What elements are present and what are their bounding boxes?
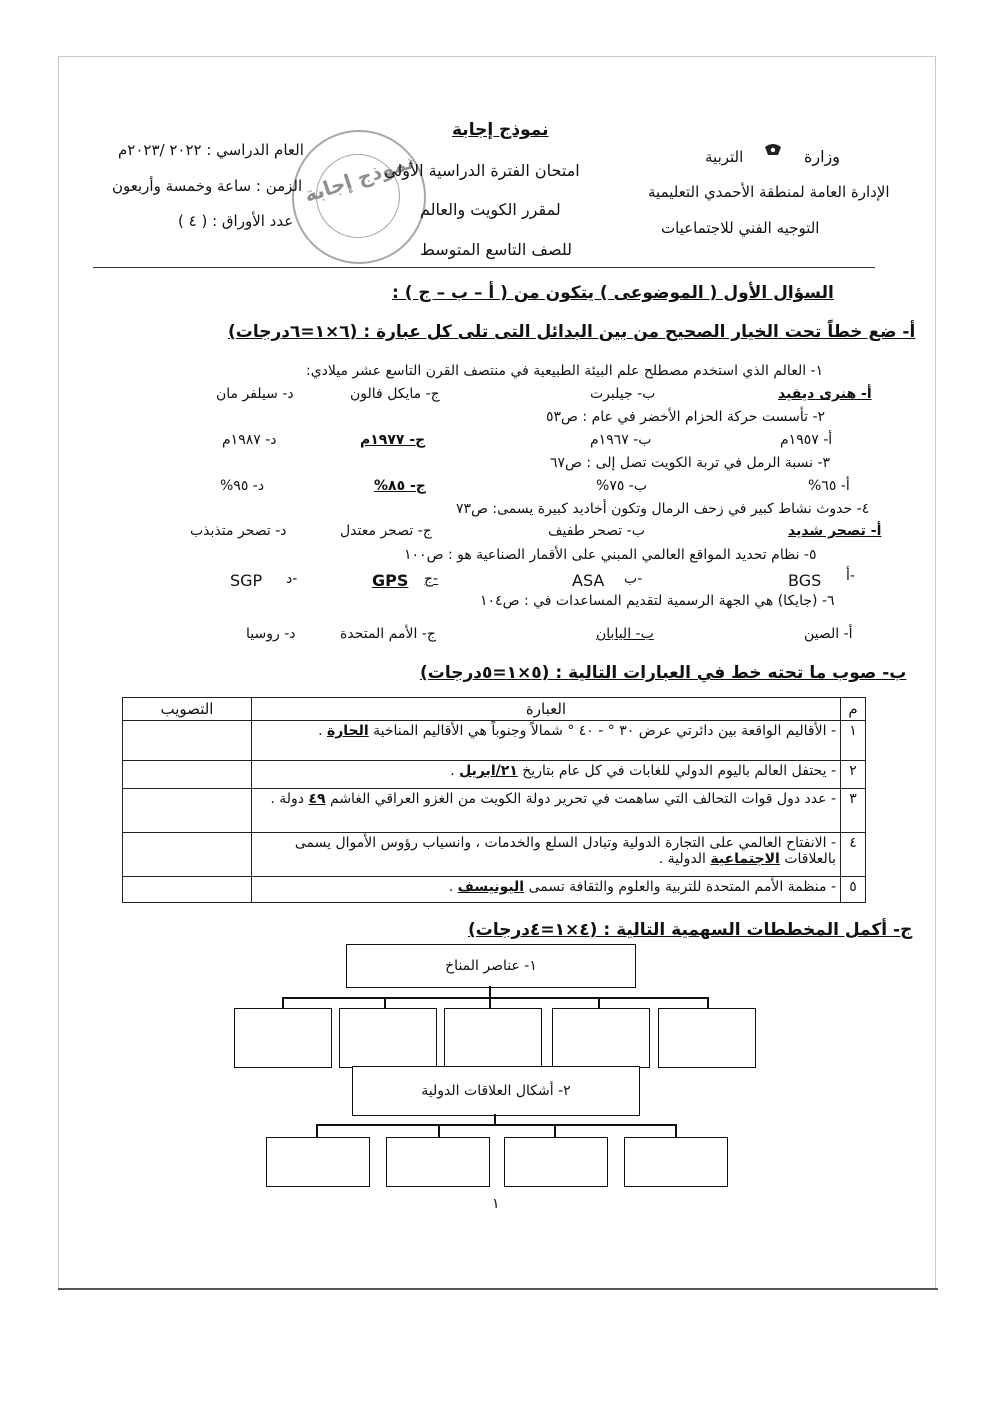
ministry-word: وزارة xyxy=(804,147,841,166)
row-statement: - يحتفل العالم باليوم الدولي للغابات في كل عام بتاريخ ٢١/ابريل . xyxy=(252,761,841,789)
mcq-5-option-b: ASA xyxy=(572,571,605,590)
diagram2-drop xyxy=(316,1124,318,1138)
mcq-1-option-a: أ- هنرى ديفيد xyxy=(778,386,872,402)
row-statement: - عدد دول قوات التحالف التي ساهمت في تحرير دولة الكويت من الغزو العراقي الغاشم ٤٩ دولة . xyxy=(252,789,841,833)
ministry-name: التربية xyxy=(705,148,744,166)
diagram2-answer-box[interactable] xyxy=(386,1137,490,1187)
col-num-header: م xyxy=(841,698,866,721)
mcq-5-label-b: ب- xyxy=(624,571,643,587)
mcq-5-label-a: أ- xyxy=(846,568,855,584)
mcq-3-option-d: د- ٩٥% xyxy=(220,478,265,494)
underlined-term: الحارة xyxy=(326,723,369,739)
mcq-4-question: ٤- حدوث نشاط كبير في زحف الرمال وتكون أخاديد كبيرة يسمى: ص٧٣ xyxy=(456,501,870,517)
row-num: ٤ xyxy=(841,833,866,877)
mcq-6-option-b: ب- اليابان xyxy=(596,626,654,642)
page-bottom-rule xyxy=(58,1288,938,1290)
col-fix-header: التصويب xyxy=(123,698,252,721)
diagram1-root-box xyxy=(346,944,636,988)
diagram2-answer-box[interactable] xyxy=(504,1137,608,1187)
fix-answer-cell[interactable] xyxy=(123,721,252,761)
mcq-5-option-c: GPS xyxy=(372,571,409,590)
mcq-5-label-d: د- xyxy=(286,571,298,587)
table-row xyxy=(123,789,866,833)
mcq-5-question: ٥- نظام تحديد المواقع العالمي المبني على الأقمار الصناعية هو : ص١٠٠ xyxy=(404,547,817,563)
diagram2-bar xyxy=(316,1124,676,1126)
exam-name: امتحان الفترة الدراسية الأولى xyxy=(384,161,580,180)
fix-answer-cell[interactable] xyxy=(123,761,252,789)
diagram1-answer-box[interactable] xyxy=(444,1008,542,1068)
mcq-2-option-b: ب- ١٩٦٧م xyxy=(590,432,652,448)
mcq-6-option-c: ج- الأمم المتحدة xyxy=(340,626,436,642)
exam-duration: الزمن : ساعة وخمسة وأربعون xyxy=(112,177,303,195)
mcq-2-option-c: ج- ١٩٧٧م xyxy=(360,432,426,448)
mcq-2-option-a: أ- ١٩٥٧م xyxy=(780,432,833,448)
page-number: ١ xyxy=(492,1196,500,1212)
mcq-4-option-d: د- تصحر متذبذب xyxy=(190,523,287,539)
partB-title: ب- صوب ما تحته خط في العبارات التالية : (٥×١=٥درجات) xyxy=(420,663,907,683)
fix-answer-cell[interactable] xyxy=(123,877,252,903)
mcq-6-option-d: د- روسيا xyxy=(246,626,296,642)
mcq-4-option-b: ب- تصحر طفيف xyxy=(548,523,645,539)
ministry-logo-icon xyxy=(764,143,782,157)
partA-title: أ- ضع خطاً تحت الخيار الصحيح من بين البدائل التى تلى كل عبارة : (٦×١=٦درجات) xyxy=(228,322,916,342)
diagram1-answer-box[interactable] xyxy=(339,1008,437,1068)
mcq-2-question: ٢- تأسست حركة الحزام الأخضر في عام : ص٥٣ xyxy=(546,409,826,425)
diagram2-label: ٢- أشكال العلاقات الدولية xyxy=(421,1083,571,1099)
row-num: ٢ xyxy=(841,761,866,789)
mcq-4-option-a: أ- تصحر شديد xyxy=(788,523,882,539)
table-row xyxy=(123,877,866,903)
mcq-5-label-c: ج- xyxy=(424,571,439,587)
mcq-3-option-a: أ- ٦٥% xyxy=(808,478,850,494)
mcq-1-option-c: ج- مايكل فالون xyxy=(350,386,440,402)
mcq-1-option-d: د- سيلفر مان xyxy=(216,386,294,402)
mcq-2-option-d: د- ١٩٨٧م xyxy=(222,432,277,448)
underlined-term: ٢١/ابريل xyxy=(459,763,518,779)
mcq-3-option-b: ب- ٧٥% xyxy=(596,478,648,494)
mcq-1-option-b: ب- جيلبرت xyxy=(590,386,656,402)
table-header-row xyxy=(123,698,866,721)
mcq-5-option-a: BGS xyxy=(788,571,822,590)
mcq-4-option-c: ج- تصحر معتدل xyxy=(340,523,432,539)
row-num: ١ xyxy=(841,721,866,761)
row-num: ٣ xyxy=(841,789,866,833)
mcq-6-option-a: أ- الصين xyxy=(804,626,853,642)
diagram2-drop xyxy=(554,1124,556,1138)
diagram2-root-box xyxy=(352,1066,640,1116)
course-name: لمقرر الكويت والعالم xyxy=(420,200,561,219)
partC-title: ج- أكمل المخططات السهمية التالية : (٤×١=٤درجات) xyxy=(468,920,913,940)
diagram2-drop xyxy=(675,1124,677,1138)
underlined-term: اليونيسف xyxy=(457,879,525,895)
answer-key-stamp: نموذج إجابة xyxy=(292,130,426,264)
table-row xyxy=(123,761,866,789)
diagram2-answer-box[interactable] xyxy=(624,1137,728,1187)
header-divider xyxy=(93,267,875,268)
mcq-6-question: ٦- (جايكا) هي الجهة الرسمية لتقديم المساعدات في : ص١٠٤ xyxy=(480,593,835,609)
diagram1-label: ١- عناصر المناخ xyxy=(445,958,537,974)
diagram2-answer-box[interactable] xyxy=(266,1137,370,1187)
diagram1-answer-box[interactable] xyxy=(234,1008,332,1068)
page-title: نموذج إجابة xyxy=(452,120,549,140)
row-num: ٥ xyxy=(841,877,866,903)
table-row xyxy=(123,721,866,761)
underlined-term: الاجتماعية xyxy=(710,851,780,867)
question1-title: السؤال الأول ( الموضوعى ) يتكون من ( أ – ب – ج ) : xyxy=(392,283,834,303)
diagram1-answer-box[interactable] xyxy=(552,1008,650,1068)
academic-year: العام الدراسي : ٢٠٢٢ /٢٠٢٣م xyxy=(118,141,304,159)
diagram2-drop xyxy=(438,1124,440,1138)
col-statement-header: العبارة xyxy=(252,698,841,721)
mcq-5-option-d: SGP xyxy=(230,571,263,590)
mcq-3-option-c: ج- ٨٥% xyxy=(374,478,426,494)
row-statement: - الأقاليم الواقعة بين دائرتي عرض ٣٠ ° - ٤٠ ° شمالاً وجنوباً هي الأقاليم المناخية الحارة . xyxy=(252,721,841,761)
underlined-term: ٤٩ xyxy=(308,791,326,807)
fix-answer-cell[interactable] xyxy=(123,833,252,877)
mcq-1-question: ١- العالم الذي استخدم مصطلح علم البيئة الطبيعية في منتصف القرن التاسع عشر ميلادي: xyxy=(306,363,824,379)
correction-table xyxy=(122,697,866,903)
row-statement: - الانفتاح العالمي على التجارة الدولية وتبادل السلع والخدمات ، وانسياب رؤوس الأموال يسمى بالعلاقات الاجتماعية الدولية . xyxy=(252,833,841,877)
fix-answer-cell[interactable] xyxy=(123,789,252,833)
diagram1-bar xyxy=(282,997,708,999)
page-count: عدد الأوراق : ( ٤ ) xyxy=(178,212,294,230)
diagram1-answer-box[interactable] xyxy=(658,1008,756,1068)
supervision-name: التوجيه الفني للاجتماعيات xyxy=(661,219,820,237)
grade-name: للصف التاسع المتوسط xyxy=(420,240,572,259)
directorate-name: الإدارة العامة لمنطقة الأحمدي التعليمية xyxy=(648,183,890,201)
row-statement: - منظمة الأمم المتحدة للتربية والعلوم والثقافة تسمى اليونيسف . xyxy=(252,877,841,903)
mcq-3-question: ٣- نسبة الرمل في تربة الكويت تصل إلى : ص٦٧ xyxy=(550,455,831,471)
table-row xyxy=(123,833,866,877)
